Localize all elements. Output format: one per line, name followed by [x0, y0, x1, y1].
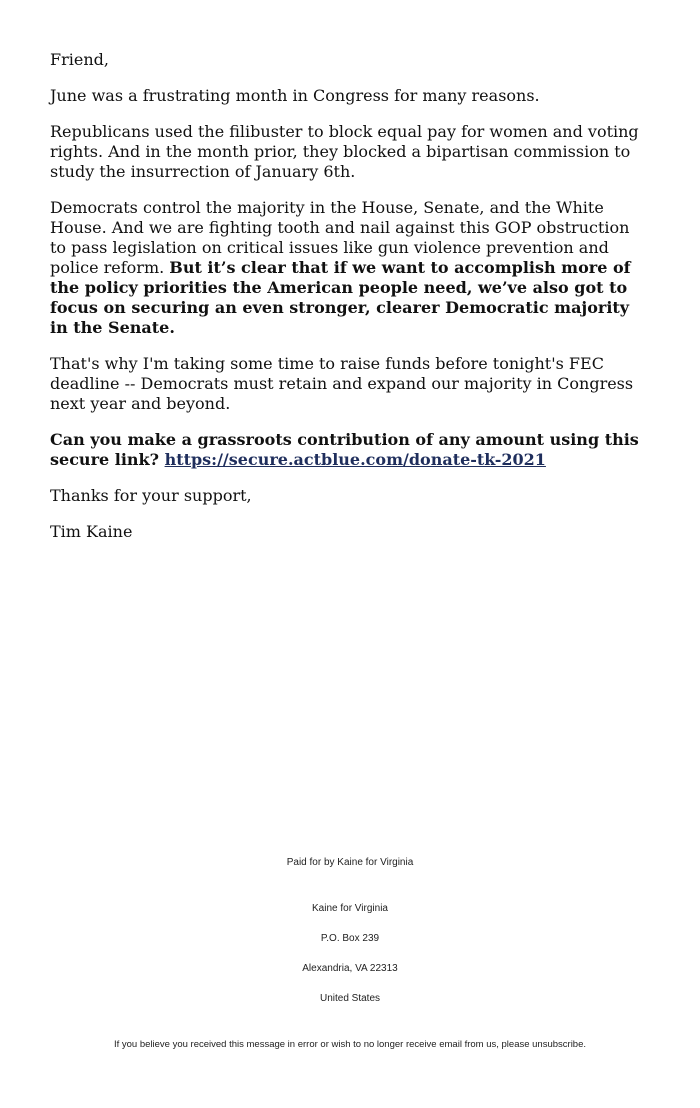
footer-po-box: P.O. Box 239: [320, 933, 380, 944]
closing: Thanks for your support,: [50, 486, 252, 505]
footer-country: United States: [319, 993, 381, 1004]
paragraph-3: [50, 198, 650, 338]
footer-city: Alexandria, VA 22313: [302, 963, 398, 974]
unsubscribe-notice[interactable]: If you believe you received this message in error or wish to no longer receive email from us, please unsubscribe.: [113, 1039, 587, 1050]
donation-ask: [50, 430, 650, 470]
footer-org: Kaine for Virginia: [312, 903, 388, 914]
paragraph-3-bold: But it’s clear that if we want to accomplish more of the policy priorities the American people need, we’ve also got to focus on securing an even stronger, clearer Democratic majority in the Senate.: [50, 258, 631, 337]
signature: Tim Kaine: [50, 522, 133, 541]
salutation: Friend,: [50, 50, 109, 69]
paragraph-3-text: Democrats control the majority in the House, Senate, and the White House. And we are fighting tooth and nail against this GOP obstruction to pass legislation on critical issues like gun violence prevention and police reform.: [50, 198, 630, 277]
paragraph-2: Republicans used the filibuster to block equal pay for women and voting rights. And in the month prior, they blocked a bipartisan commission to study the insurrection of January 6th.: [50, 122, 639, 181]
donation-ask-text: Can you make a grassroots contribution of any amount using this secure link?: [50, 430, 639, 469]
paragraph-1: June was a frustrating month in Congress for many reasons.: [50, 86, 540, 105]
paid-for-disclaimer: Paid for by Kaine for Virginia: [286, 857, 414, 868]
email-body: [50, 50, 650, 558]
paragraph-4: That's why I'm taking some time to raise funds before tonight's FEC deadline -- Democrats must retain and expand our majority in Congress next year and beyond.: [50, 354, 634, 413]
donate-link[interactable]: https://secure.actblue.com/donate-tk-2021: [164, 450, 546, 469]
